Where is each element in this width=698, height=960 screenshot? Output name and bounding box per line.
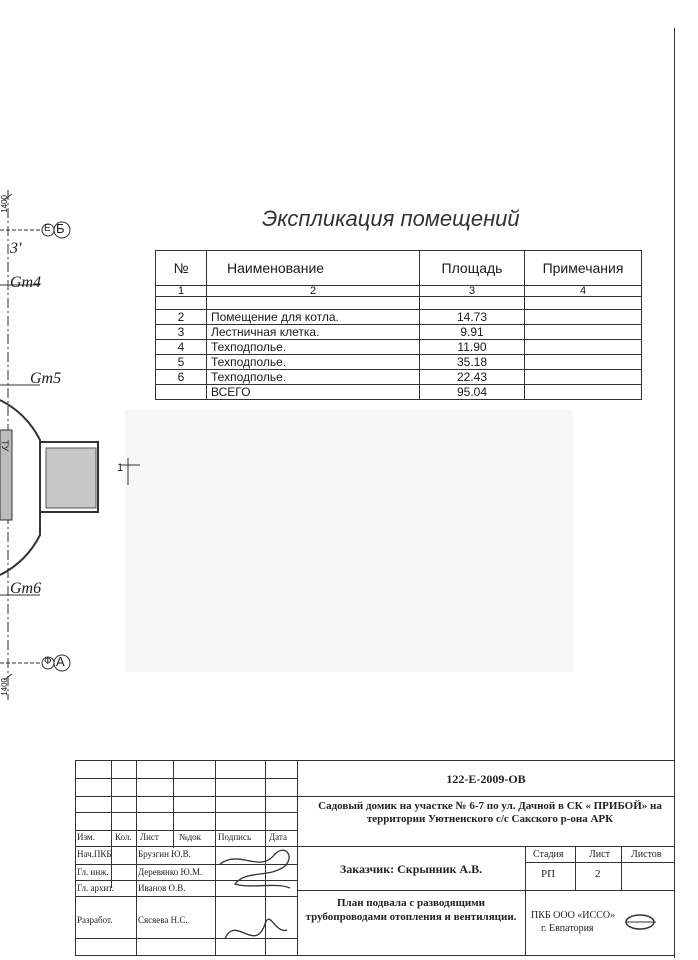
sheets-label: Листов <box>631 849 662 860</box>
cell-name: Техподполье. <box>207 340 420 355</box>
col-header-notes: Примечания <box>525 251 642 286</box>
cell-note <box>525 370 642 385</box>
table-row <box>156 355 642 370</box>
stage-label: Стадия <box>533 849 564 860</box>
axis-label-bottom: А <box>56 654 65 669</box>
col-header-num: № <box>156 251 207 286</box>
sheet-value: 2 <box>595 868 601 880</box>
col-ndok: №док <box>179 832 202 842</box>
table-header-row <box>156 251 642 286</box>
cell-note <box>525 310 642 325</box>
cell-area: 9.91 <box>420 325 525 340</box>
hatch-label: ТУ <box>0 440 10 452</box>
index-cell: 4 <box>525 286 642 297</box>
role-name: Деревянко Ю.М. <box>138 867 203 877</box>
cell-name: Лестничная клетка. <box>207 325 420 340</box>
floor-plan-fragment <box>0 180 140 700</box>
axis-small-bottom: Ф <box>44 656 52 667</box>
cell-num: 6 <box>156 370 207 385</box>
role-name: Иванов О.В. <box>138 883 186 893</box>
col-kol: Кол. <box>115 832 132 842</box>
explication-title: Экспликация помещений <box>262 206 520 231</box>
table-row <box>156 340 642 355</box>
cell-name: Техподполье. <box>207 355 420 370</box>
role-label: Гл. архит. <box>77 883 114 893</box>
total-area: 95.04 <box>420 385 525 400</box>
section-mark: 1 <box>117 462 124 474</box>
signature-scribble <box>215 844 300 956</box>
scan-shade <box>125 410 573 672</box>
cell-area: 35.18 <box>420 355 525 370</box>
sheet-title: План подвала с разводящими трубопроводами отопления и вентиляции. <box>305 897 517 923</box>
table-row-blank <box>156 297 642 310</box>
org-name: ПКБ ООО «ИССО» <box>531 910 616 921</box>
col-izm: Изм. <box>77 832 95 842</box>
axis-label-top: Б <box>56 221 65 236</box>
cell-note <box>525 340 642 355</box>
role-label: Гл. инж. <box>77 867 109 877</box>
index-cell: 1 <box>156 286 207 297</box>
label-g6: Gт6 <box>10 580 42 597</box>
cell-area: 22.43 <box>420 370 525 385</box>
sheet-label: Лист <box>589 849 610 860</box>
axis-small-top: Е <box>44 223 51 234</box>
role-name: Брузгин Ю.В. <box>138 849 191 859</box>
title-block <box>75 760 675 956</box>
table-row <box>156 310 642 325</box>
table-row <box>156 325 642 340</box>
customer-name: Заказчик: Скрынник А.В. <box>339 862 483 876</box>
object-name: Садовый домик на участке № 6-7 по ул. Дачной в СК « ПРИБОЙ» на территории Уютненского с/с Сакского р-она АРК <box>318 800 662 825</box>
col-header-area: Площадь <box>420 251 525 286</box>
col-data: Дата <box>269 832 287 842</box>
cell-note <box>525 325 642 340</box>
cell-num: 2 <box>156 310 207 325</box>
role-label: Разработ. <box>77 915 113 925</box>
index-cell: 3 <box>420 286 525 297</box>
cell-area: 11.90 <box>420 340 525 355</box>
role-name: Сясяева Н.С. <box>138 915 188 925</box>
table-total-row <box>156 385 642 400</box>
org-city: г. Евпатория <box>541 923 594 934</box>
cell-name: Помещение для котла. <box>207 310 420 325</box>
index-cell: 2 <box>207 286 420 297</box>
dim-top-label: 1400 <box>0 195 9 213</box>
cell-num: 3 <box>156 325 207 340</box>
cell-num: 5 <box>156 355 207 370</box>
label-g4: Gт4 <box>10 274 42 291</box>
dim-bottom-label: 1400 <box>0 678 9 696</box>
total-label: ВСЕГО <box>207 385 420 400</box>
index-row <box>156 286 642 297</box>
cell-area: 14.73 <box>420 310 525 325</box>
table-row <box>156 370 642 385</box>
role-label: Нач.ПКБ <box>77 849 112 859</box>
col-list: Лист <box>140 832 159 842</box>
explication-table <box>155 250 642 400</box>
col-header-name: Наименование <box>207 251 420 286</box>
cell-num: 4 <box>156 340 207 355</box>
label-g5: Gт5 <box>30 370 62 387</box>
col-podpis: Подпись <box>218 832 252 842</box>
label-3: 3' <box>10 240 22 257</box>
org-logo-icon <box>623 910 659 934</box>
cell-note <box>525 355 642 370</box>
cell-name: Техподполье. <box>207 370 420 385</box>
project-code: 122-Е-2009-ОВ <box>446 772 526 786</box>
stage-value: РП <box>541 868 556 880</box>
